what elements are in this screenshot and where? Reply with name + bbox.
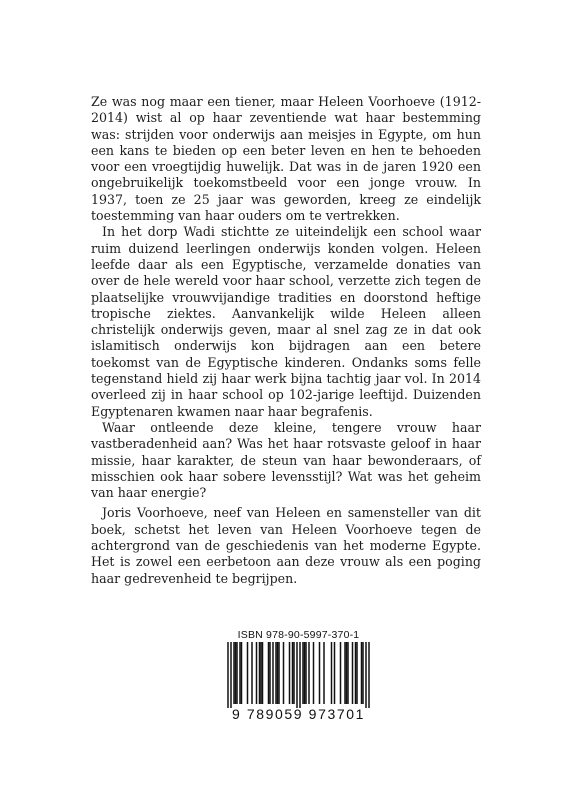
barcode-bar bbox=[323, 642, 325, 704]
barcode-bar bbox=[233, 642, 235, 704]
barcode-bar bbox=[334, 642, 336, 704]
barcode-bar bbox=[277, 642, 279, 704]
barcode-bar bbox=[352, 642, 354, 704]
barcode-bar bbox=[235, 642, 237, 704]
barcode-bar bbox=[275, 642, 277, 704]
barcode-bar bbox=[368, 642, 370, 708]
isbn-barcode-block bbox=[226, 629, 371, 723]
barcode-bar bbox=[305, 642, 307, 704]
barcode-bar bbox=[236, 642, 238, 704]
barcode-bar bbox=[299, 642, 301, 708]
barcode-bar bbox=[262, 642, 264, 704]
barcode-bars bbox=[226, 642, 371, 708]
barcode-bar bbox=[230, 642, 232, 708]
barcode-bar bbox=[304, 642, 306, 704]
barcode-bar bbox=[278, 642, 280, 704]
isbn-label: ISBN 978-90-5997-370-1 bbox=[237, 629, 360, 641]
barcode-bar bbox=[256, 642, 258, 704]
barcode-bar bbox=[247, 642, 249, 704]
barcode-bar bbox=[355, 642, 357, 704]
barcode-bar bbox=[344, 642, 346, 704]
barcode-bar bbox=[331, 642, 333, 704]
barcode-bar bbox=[268, 642, 270, 704]
barcode-bar bbox=[259, 642, 261, 704]
barcode-bar bbox=[260, 642, 262, 704]
barcode-bar bbox=[227, 642, 229, 708]
barcode-bar bbox=[239, 642, 241, 704]
barcode-bar bbox=[362, 642, 364, 704]
barcode-bar bbox=[296, 642, 298, 708]
barcode-bar bbox=[269, 642, 271, 704]
back-cover-blurb bbox=[91, 94, 481, 587]
barcode-bar bbox=[283, 642, 285, 704]
isbn-digits: 9 789059 973701 bbox=[232, 706, 365, 722]
blurb-paragraph-1: Ze was nog maar een tiener, maar Heleen Voorhoeve (1912-2014) wist al op haar zeventiende wat haar bestemming was: strijden voor onderwijs aan meisjes in Egypte, om hun een kans te bieden op een beter leven en hen te behoeden voor een vroegtijdig huwelijk. Dat was in de jaren 1920 een ongebruikelijk toekomstbeeld voor een jonge vrouw. In 1937, toen ze 25 jaar was geworden, kreeg ze eindelijk toestemming van haar ouders om te vertrekken. bbox=[91, 94, 481, 224]
barcode-bar bbox=[346, 642, 348, 704]
barcode-bar bbox=[302, 642, 304, 704]
barcode-bar bbox=[272, 642, 274, 704]
barcode-bar bbox=[292, 642, 294, 704]
blurb-paragraph-3: Waar ontleende deze kleine, tengere vrouw haar vastberadenheid aan? Was het haar rotsvaste geloof in haar missie, haar karakter, de steun van haar bewonderaars, of misschien ook haar sobere levensstijl? Wat was het geheim van haar energie? bbox=[91, 419, 481, 501]
barcode-bar bbox=[356, 642, 358, 704]
barcode-bar bbox=[361, 642, 363, 704]
barcode-bar bbox=[289, 642, 291, 704]
barcode-bar bbox=[365, 642, 367, 708]
barcode-bar bbox=[293, 642, 295, 704]
barcode-bar bbox=[251, 642, 253, 704]
barcode-bar bbox=[313, 642, 315, 704]
barcode-bar bbox=[347, 642, 349, 704]
barcode-bar bbox=[319, 642, 321, 704]
barcode-bar bbox=[241, 642, 243, 704]
barcode-bar bbox=[340, 642, 342, 704]
blurb-paragraph-2: In het dorp Wadi stichtte ze uiteindelijk een school waar ruim duizend leerlingen onderwijs konden volgen. Heleen leefde daar als een Egyptische, verzamelde donaties van over de hele wereld voor haar school, verzette zich tegen de plaatselijke vrouwvijandige tradities en doorstond heftige tropische ziektes. Aanvankelijk wilde Heleen alleen christelijk onderwijs geven, maar al snel zag ze in dat ook islamitisch onderwijs kon bijdragen aan een betere toekomst van de Egyptische kinderen. Ondanks soms felle tegenstand hield zij haar werk bijna tachtig jaar vol. In 2014 overleed zij in haar school op 102-jarige leeftijd. Duizenden Egyptenaren kwamen naar haar begrafenis. bbox=[91, 224, 481, 419]
blurb-paragraph-4: Joris Voorhoeve, neef van Heleen en samensteller van dit boek, schetst het leven van Heleen Voorhoeve tegen de achtergrond van de geschiedenis van het moderne Egypte. Het is zowel een eerbetoon aan deze vrouw als een poging haar gedrevenheid te begrijpen. bbox=[91, 505, 481, 586]
barcode-bar bbox=[308, 642, 310, 704]
